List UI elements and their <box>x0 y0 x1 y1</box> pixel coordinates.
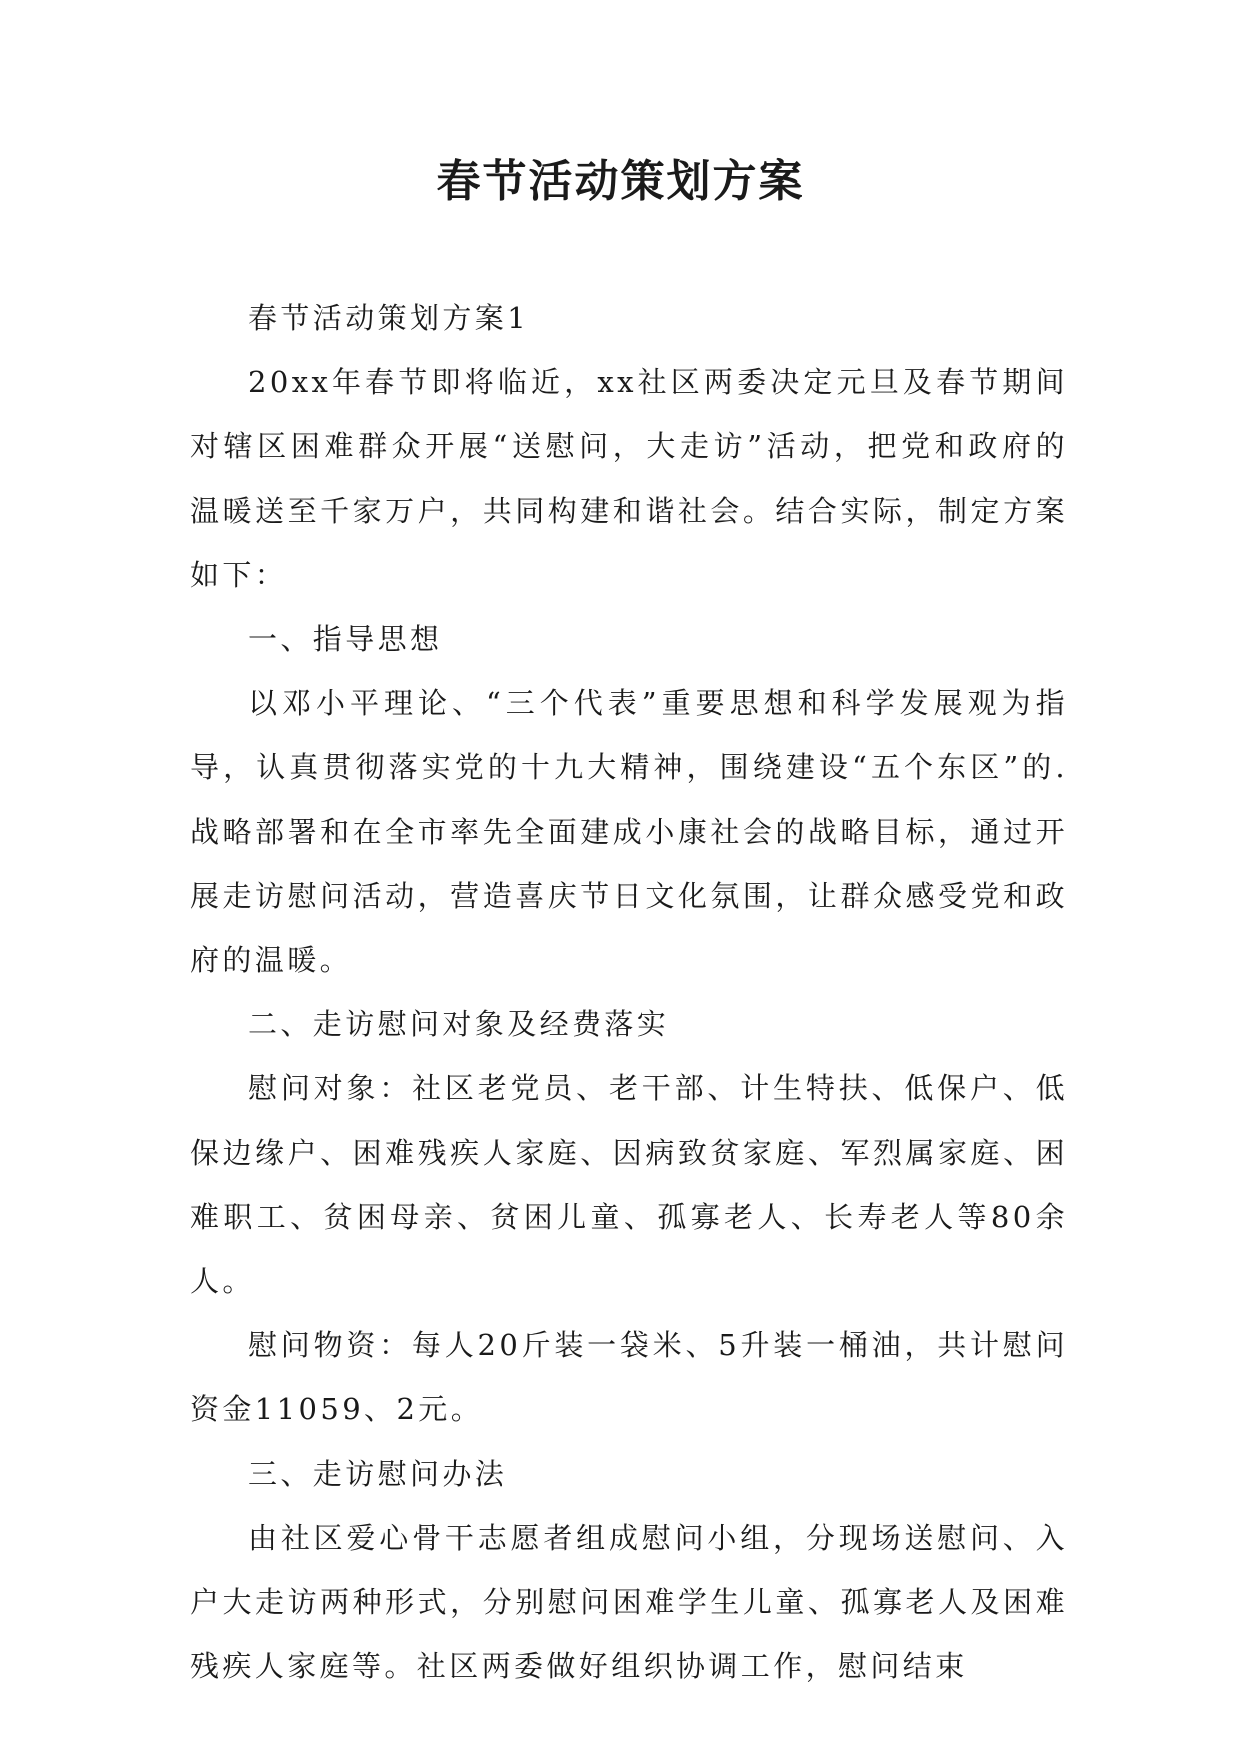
visit-supplies-paragraph: 慰问物资：每人20斤装一袋米、5升装一桶油，共计慰问资金11059、2元。 <box>190 1328 1068 1427</box>
section-heading-visit-method: 三、走访慰问办法 <box>248 1456 508 1491</box>
section-heading-guiding-ideology: 一、指导思想 <box>248 622 443 657</box>
intro-paragraph: 20xx年春节即将临近，xx社区两委决定元旦及春节期间对辖区困难群众开展“送慰问，大走访”活动，把党和政府的温暖送至千家万户，共同构建和谐社会。结合实际，制定方案如下： <box>190 365 1068 592</box>
document-title: 春节活动策划方案 <box>436 156 805 207</box>
visit-targets-paragraph: 慰问对象：社区老党员、老干部、计生特扶、低保户、低保边缘户、困难残疾人家庭、因病致贫家庭、军烈属家庭、困难职工、贫困母亲、贫困儿童、孤寡老人、长寿老人等80余人。 <box>190 1071 1068 1299</box>
section-heading-visit-targets: 二、走访慰问对象及经费落实 <box>248 1007 670 1042</box>
guiding-ideology-paragraph: 以邓小平理论、“三个代表”重要思想和科学发展观为指导，认真贯彻落实党的十九大精神，围绕建设“五个东区”的.战略部署和在全市率先全面建成小康社会的战略目标，通过开展走访慰问活动，营造喜庆节日文化氛围，让群众感受党和政府的温暖。 <box>190 686 1068 978</box>
visit-method-paragraph: 由社区爱心骨干志愿者组成慰问小组，分现场送慰问、入户大走访两种形式，分别慰问困难学生儿童、孤寡老人及困难残疾人家庭等。社区两委做好组织协调工作，慰问结束 <box>190 1520 1068 1684</box>
section-subtitle: 春节活动策划方案1 <box>248 301 530 335</box>
document-body <box>190 286 1068 1698</box>
